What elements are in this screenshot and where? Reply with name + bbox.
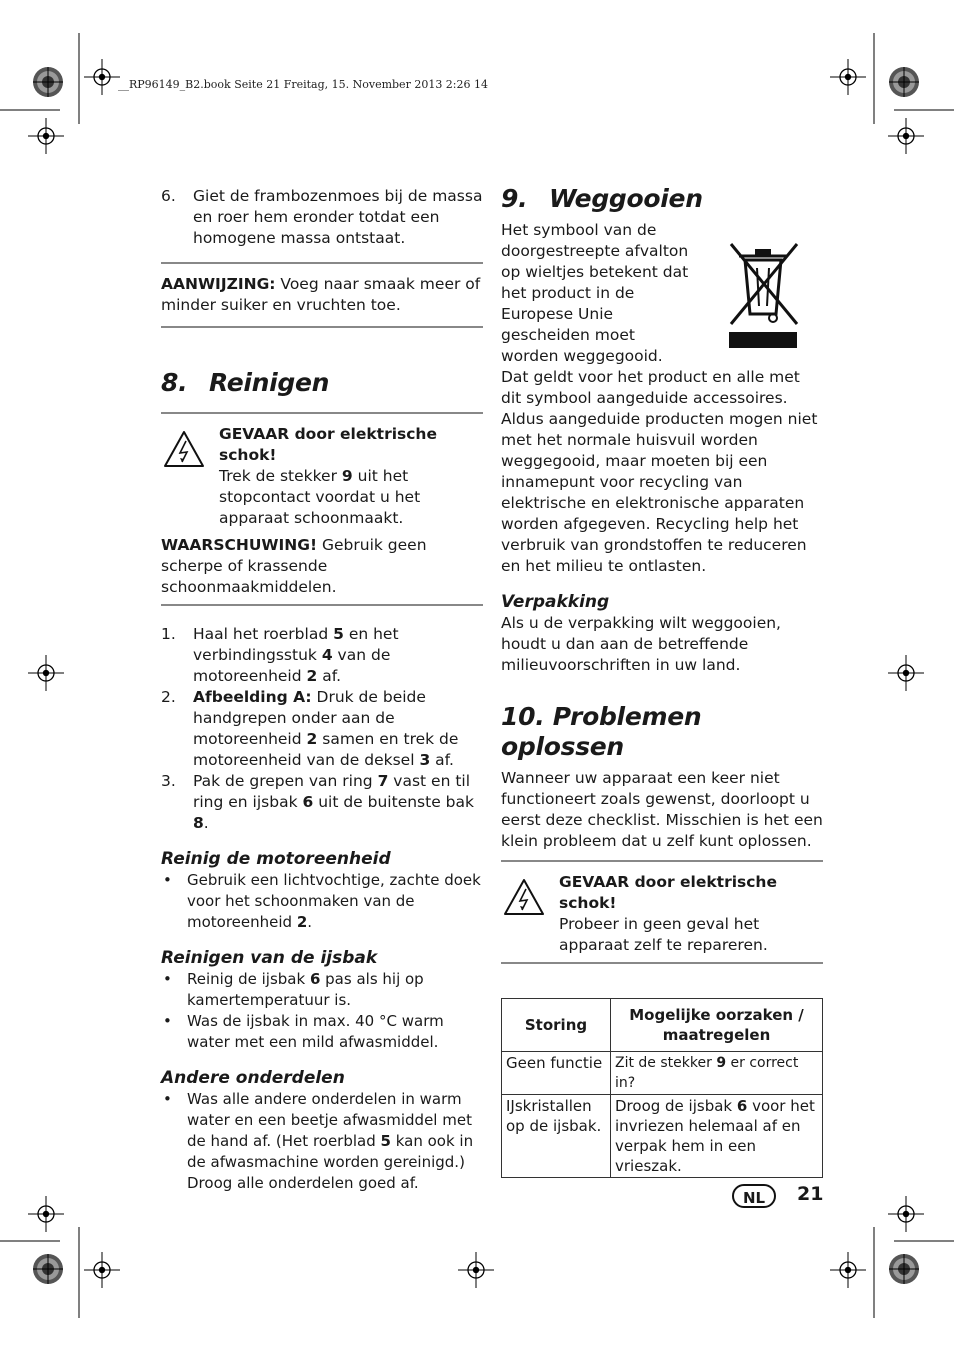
- danger-box: [161, 412, 483, 535]
- subheading-verpakking: Verpakking: [501, 592, 610, 612]
- step-text: .: [203, 814, 209, 832]
- column-header: Mogelijke oorzaken / maatregelen: [611, 999, 823, 1052]
- registration-mark-bottom-mid: [458, 1252, 494, 1288]
- ref-number: 6: [736, 1097, 748, 1115]
- crossed-bin-icon: [707, 232, 817, 362]
- danger-text: uit het stopcontact voordat u het apparaat schoonmaakt.: [219, 467, 421, 527]
- table-row: [502, 1052, 823, 1095]
- cleaning-steps: [161, 624, 483, 834]
- ref-number: 6: [302, 793, 314, 811]
- file-info-header: __RP96149_B2.book Seite 21 Freitag, 15. November 2013 2:26 14: [118, 78, 489, 91]
- step-text: samen en trek de motoreenheid van de deksel: [193, 730, 459, 769]
- weee-symbol: [707, 232, 817, 362]
- section-number: 10.: [501, 702, 545, 731]
- column-header: Storing: [502, 999, 611, 1052]
- left-column: [161, 186, 483, 1194]
- step-text: Haal het roerblad: [193, 625, 334, 643]
- section-10-heading: [501, 702, 823, 762]
- section-8-heading: [161, 368, 483, 398]
- registration-mark-bottom-left: [84, 1252, 120, 1288]
- note-text: Voeg naar smaak meer of minder suiker en vruchten toe.: [161, 275, 481, 314]
- electric-shock-warning-icon: [163, 430, 205, 468]
- danger-title: GEVAAR door elektrische schok!: [559, 873, 777, 912]
- danger-box-2: [501, 860, 823, 964]
- subheading-ijsbak: Reinigen van de ijsbak: [161, 948, 378, 968]
- ref-number: 8: [193, 814, 204, 832]
- ref-number: 5: [333, 625, 344, 643]
- section-title: Problemen oplossen: [501, 702, 702, 761]
- ref-number: 3: [419, 751, 431, 769]
- section-number: 9.: [501, 184, 528, 213]
- list-item: • Was de ijsbak in max. 40 °C warm water met een mild afwasmiddel.: [161, 1011, 483, 1053]
- subheading-andere: Andere onderdelen: [161, 1068, 345, 1088]
- table-cell: IJskristallen op de ijsbak.: [502, 1095, 611, 1178]
- note-box: [161, 262, 483, 328]
- ref-number: 5: [380, 1132, 391, 1150]
- step-text: vast en til ring en ijsbak: [193, 772, 471, 811]
- weggooien-paragraph: Het symbool van de doorgestreepte afvalton op wieltjes betekent dat het product in de Europese Unie gescheiden moet worden weggegooid. Dat geldt voor het product en alle met dit symbool aangeduide accessoires. Aldus aangeduide producten mogen niet met het normale huisvuil worden weggegooid, maar moeten bij een innamepunt voor recycling van elektrische en elektronische apparaten worden afgegeven. Recycling help het verbruik van grondstoffen te reduceren en het milieu te ontlasten.: [501, 221, 818, 575]
- registration-mark-left-3: [28, 1196, 64, 1232]
- subheading-motor: Reinig de motoreenheid: [161, 849, 391, 869]
- page-number: 21: [797, 1183, 824, 1205]
- ref-number: 2: [306, 730, 318, 748]
- warning-text: Gebruik geen scherpe of krassende schoonmaakmiddelen.: [161, 536, 427, 596]
- ref-number: 9: [341, 467, 353, 485]
- table-cell: Droog de ijsbak 6 voor het invriezen helemaal af en verpak hem in een vrieszak.: [611, 1095, 823, 1178]
- danger-text: Trek de stekker: [219, 467, 342, 485]
- registration-mark-left-2: [28, 655, 64, 691]
- step-number: 6.: [161, 187, 176, 205]
- warning-paragraph: [161, 535, 483, 606]
- ijsbak-bullets: [161, 969, 483, 1053]
- note-label: AANWIJZING:: [161, 275, 276, 293]
- figure-ref: Afbeelding A:: [193, 688, 312, 706]
- language-badge: NL: [732, 1184, 776, 1208]
- danger-text: Probeer in geen geval het apparaat zelf te repareren.: [559, 915, 768, 954]
- danger-title: GEVAAR door elektrische schok!: [219, 425, 437, 464]
- ref-number: 2: [296, 913, 308, 931]
- step-3: [161, 771, 483, 834]
- step-text: van de motoreenheid: [193, 646, 391, 685]
- registration-mark-left-1: [28, 118, 64, 154]
- step-text: uit de buitenste bak: [313, 793, 474, 811]
- ref-number: 4: [321, 646, 333, 664]
- list-item: • Reinig de ijsbak 6 pas als hij op kamertemperatuur is.: [161, 969, 483, 1011]
- registration-mark-bottom-right: [830, 1252, 866, 1288]
- list-item: • Was alle andere onderdelen in warm water en een beetje afwasmiddel met de hand af. (Het roerblad 5 kan ook in de afwasmachine worden gereinigd.) Droog alle onderdelen goed af.: [161, 1089, 483, 1194]
- step-2: [161, 687, 483, 771]
- andere-bullets: [161, 1089, 483, 1194]
- electric-shock-warning-icon: [503, 878, 545, 916]
- section-title: Weggooien: [549, 184, 703, 213]
- color-target-top-right: [889, 67, 919, 97]
- table-row: [502, 1095, 823, 1178]
- ref-number: 2: [306, 667, 318, 685]
- step-text: Giet de frambozenmoes bij de massa en roer hem eronder totdat een homogene massa ontstaat.: [193, 187, 483, 247]
- color-target-bottom-left: [33, 1254, 63, 1284]
- table-header-row: [502, 999, 823, 1052]
- warning-label: WAARSCHUWING!: [161, 536, 318, 554]
- table-cell: Geen functie: [502, 1052, 611, 1095]
- step-1: [161, 624, 483, 687]
- verpakking-text: Als u de verpakking wilt weggooien, houdt u dan aan de betreffende milieuvoorschriften in uw land.: [501, 614, 781, 674]
- ref-number: 6: [309, 970, 321, 988]
- step-text: af.: [430, 751, 454, 769]
- step-list-continued: [161, 186, 483, 249]
- table-cell: Zit de stekker 9 er correct in?: [611, 1052, 823, 1095]
- motor-bullets: [161, 870, 483, 933]
- section-number: 8.: [161, 368, 188, 397]
- section-9-heading: [501, 184, 823, 214]
- problemen-paragraph: Wanneer uw apparaat een keer niet functioneert zoals gewenst, doorloopt u eerst deze checklist. Misschien is het een klein probleem dat u zelf kunt oplossen.: [501, 769, 823, 850]
- registration-mark-top-right: [830, 59, 866, 95]
- step-text: Druk de beide handgrepen onder aan de motoreenheid: [193, 688, 426, 748]
- right-column: [501, 184, 823, 1178]
- step-number: 2.: [161, 688, 176, 706]
- step-number: 3.: [161, 772, 176, 790]
- section-title: Reinigen: [209, 368, 330, 397]
- color-target-bottom-right: [889, 1254, 919, 1284]
- step-text: Pak de grepen van ring: [193, 772, 378, 790]
- ref-number: 7: [377, 772, 389, 790]
- list-item: • Gebruik een lichtvochtige, zachte doek voor het schoonmaken van de motoreenheid 2.: [161, 870, 483, 933]
- registration-mark-right-2: [888, 655, 924, 691]
- step-text: en het verbindingsstuk: [193, 625, 399, 664]
- ref-number: 9: [716, 1055, 727, 1071]
- step-number: 1.: [161, 625, 176, 643]
- registration-mark-top-left: [84, 59, 120, 95]
- registration-mark-right-1: [888, 118, 924, 154]
- color-target-top-left: [33, 67, 63, 97]
- step-text: af.: [317, 667, 341, 685]
- registration-mark-right-3: [888, 1196, 924, 1232]
- troubleshooting-table: [501, 998, 823, 1178]
- step-6: [161, 186, 483, 249]
